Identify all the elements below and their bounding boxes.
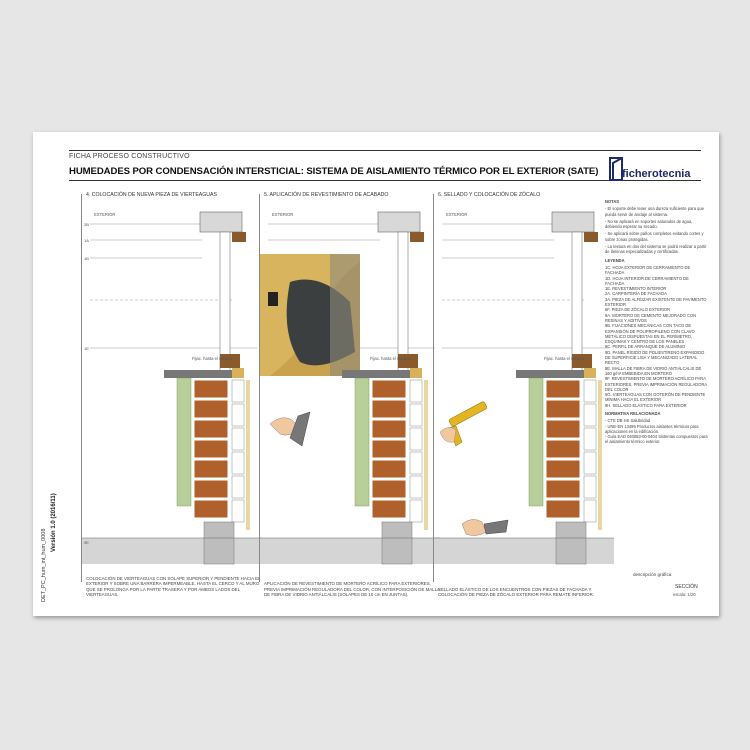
caulking-gun-icon	[440, 401, 488, 446]
logo-wordmark	[622, 168, 690, 180]
logo-wordmark-a: fichero	[622, 168, 659, 180]
legend-item: 2A. CARPINTERÍA DE FACHADA	[605, 291, 667, 297]
footer-description: descripción gráfica	[633, 572, 672, 577]
normative-item: - UNE-EN 13499 Productos aislantes térmicos para aplicaciones en la edificación.	[605, 423, 699, 434]
section-drawing	[260, 202, 440, 570]
svg-text:1E: 1E	[84, 346, 89, 351]
facade-photo	[260, 254, 360, 376]
trowel-icon	[462, 519, 508, 535]
legend-item: 6F. PIEZA DE ZÓCALO EXTERIOR	[605, 307, 671, 313]
document-kicker: FICHA PROCESO CONSTRUCTIVO	[69, 153, 190, 160]
panel-caption: APLICACIÓN DE REVESTIMIENTO DE MORTERO ACRÍLICO PARA EXTERIORES, PREVIA IMPRIMACIÓN REGULADORA DEL COLOR, CON INTERPOSICIÓN DE MALLA DE FIBRA DE VIDRIO ANTIÁLCALIS (SOLAPES DE 10 cm EN JUNTAS).	[264, 581, 440, 598]
annotation: Fijac. hasta el soporte	[544, 356, 585, 361]
logo-wordmark-b: tecnia	[658, 168, 691, 180]
note-item: - Se aplicará sobre paños completos evitando cortes y sobre zonas protegidas.	[605, 231, 704, 242]
header-rule	[69, 150, 701, 151]
legend-item: 9E. MALLA DE FIBRA DE VIDRIO ANTIÁLCALIS DE 160 g/m² EMBEBIDA EN MORTERO	[605, 365, 702, 376]
legend-item: 1D. HOJA INTERIOR DE CERRAMIENTO DE FACHADA	[605, 275, 689, 286]
legend-item: 1C. HOJA EXTERIOR DE CERRAMIENTO DE FACHADA	[605, 264, 691, 276]
step-panel-5	[259, 192, 442, 598]
notes-heading: NOTAS	[605, 199, 620, 204]
legend-item: 9B. FIJACIONES MECÁNICAS CON TACO DE EXPANSIÓN DE POLIPROPILENO CON CLAVO METÁLICO DISPUESTAS EN EL PERÍMETRO, ESQUINAS Y CENTRO DE LOS PANELES	[605, 323, 695, 345]
legend-item: 9A. MORTERO DE CEMENTO MEJORADO CON RESINAS Y ADITIVOS	[605, 312, 697, 323]
normative-item: - CTE DB HS Salubridad	[605, 418, 651, 424]
trowel-icon	[270, 412, 310, 446]
note-item: - La textura en dos del sistema se podrá realizar a partir de láminas especializadas y certificadas.	[605, 244, 707, 255]
scale-label: escala: 1/20	[673, 592, 696, 597]
panel-caption: COLOCACIÓN DE VIERTEAGUAS CON SOLAPE SUPERIOR Y PENDIENTE HACIA EL EXTERIOR Y SOBRE UNA BARRERA IMPERMEABLE, HASTA EL CERCO Y AL MURO QUE SE PROLONGA POR LA PARTE TRASERA Y POR AMBOS LADOS DEL VIERTEAGUAS.	[86, 575, 261, 598]
step-panel-6	[433, 192, 616, 598]
section-label: SECCIÓN	[675, 584, 698, 590]
legend-item: 9G. VIERTEAGUAS CON GOTERÓN DE PENDIENTE MÍNIMA HACIA EL EXTERIOR	[605, 392, 706, 403]
exterior-label: EXTERIOR	[272, 212, 294, 217]
document-sheet	[33, 132, 719, 616]
legend-item: 3A. PIEZA DE ALFÉIZAR EXISTENTE DE PAVIMENTO EXTERIOR	[605, 296, 707, 308]
normative-heading: NORMATIVA RELACIONADA	[605, 410, 661, 416]
section-drawing	[82, 202, 262, 570]
exterior-label: EXTERIOR	[446, 212, 468, 217]
legend-item: 1E. REVESTIMIENTO INTERIOR	[605, 286, 667, 292]
panel-title: 5. APLICACIÓN DE REVESTIMIENTO DE ACABADO	[264, 192, 389, 198]
panel-caption: SELLADO ELÁSTICO DE LOS ENCUENTROS CON PIEZAS DE FACHADA Y COLOCACIÓN DE PIEZA DE ZÓCALO EXTERIOR PARA REMATE INFERIOR.	[438, 586, 594, 598]
step-panel-4	[81, 192, 264, 598]
legend-item: 9H. SELLADO ELÁSTICO PARA EXTERIOR	[605, 402, 687, 408]
svg-text:1B: 1B	[84, 256, 89, 261]
document-title: HUMEDADES POR CONDENSACIÓN INTERSTICIAL: SISTEMA DE AISLAMIENTO TÉRMICO POR EL EXTERIOR (SATE)	[69, 166, 599, 177]
section-drawing	[434, 202, 614, 570]
document-code: DET_PC_hum_int_hum_0008	[41, 528, 47, 602]
legend-item: 9C. PERFIL DE ARRANQUE DE ALUMINIO	[605, 344, 686, 350]
title-rule	[69, 180, 701, 181]
note-item: - No se aplicará en soportes saturados de agua, debiendo esperar su secado.	[605, 218, 693, 230]
note-item: - El soporte debe tener una dureza suficiente para que pueda servir de anclaje al sistema.	[605, 206, 704, 217]
legend-item: 9D. PANEL RÍGIDO DE POLIESTIRENO EXPANDIDO DE SUPERFICIE LISA Y MECANIZADO LATERAL RECTO	[605, 349, 705, 366]
exterior-label: EXTERIOR	[94, 212, 116, 217]
normative-item: - Guía EAD 040083-00-0404 Sistemas compuestos para el aislamiento térmico exterior.	[605, 434, 708, 445]
svg-text:1A: 1A	[84, 238, 89, 243]
annotation: Fijac. hasta el soporte	[370, 356, 411, 361]
notes-column	[605, 196, 709, 445]
svg-text:9E: 9E	[84, 540, 89, 545]
annotation: Fijac. hasta el soporte	[192, 356, 233, 361]
legend-item: 9F. REVESTIMIENTO DE MORTERO ACRÍLICO PARA EXTERIORES, PREVIA IMPRIMACIÓN REGULADORA DEL COLOR	[605, 376, 707, 392]
svg-text:2B: 2B	[84, 222, 89, 227]
panel-title: 6. SELLADO Y COLOCACIÓN DE ZÓCALO	[438, 192, 541, 198]
legend-heading: LEYENDA	[605, 257, 625, 263]
document-version: Versión 1.0 (2016/11)	[51, 493, 57, 552]
panel-title: 4. COLOCACIÓN DE NUEVA PIEZA DE VIERTEAGUAS	[86, 192, 217, 198]
